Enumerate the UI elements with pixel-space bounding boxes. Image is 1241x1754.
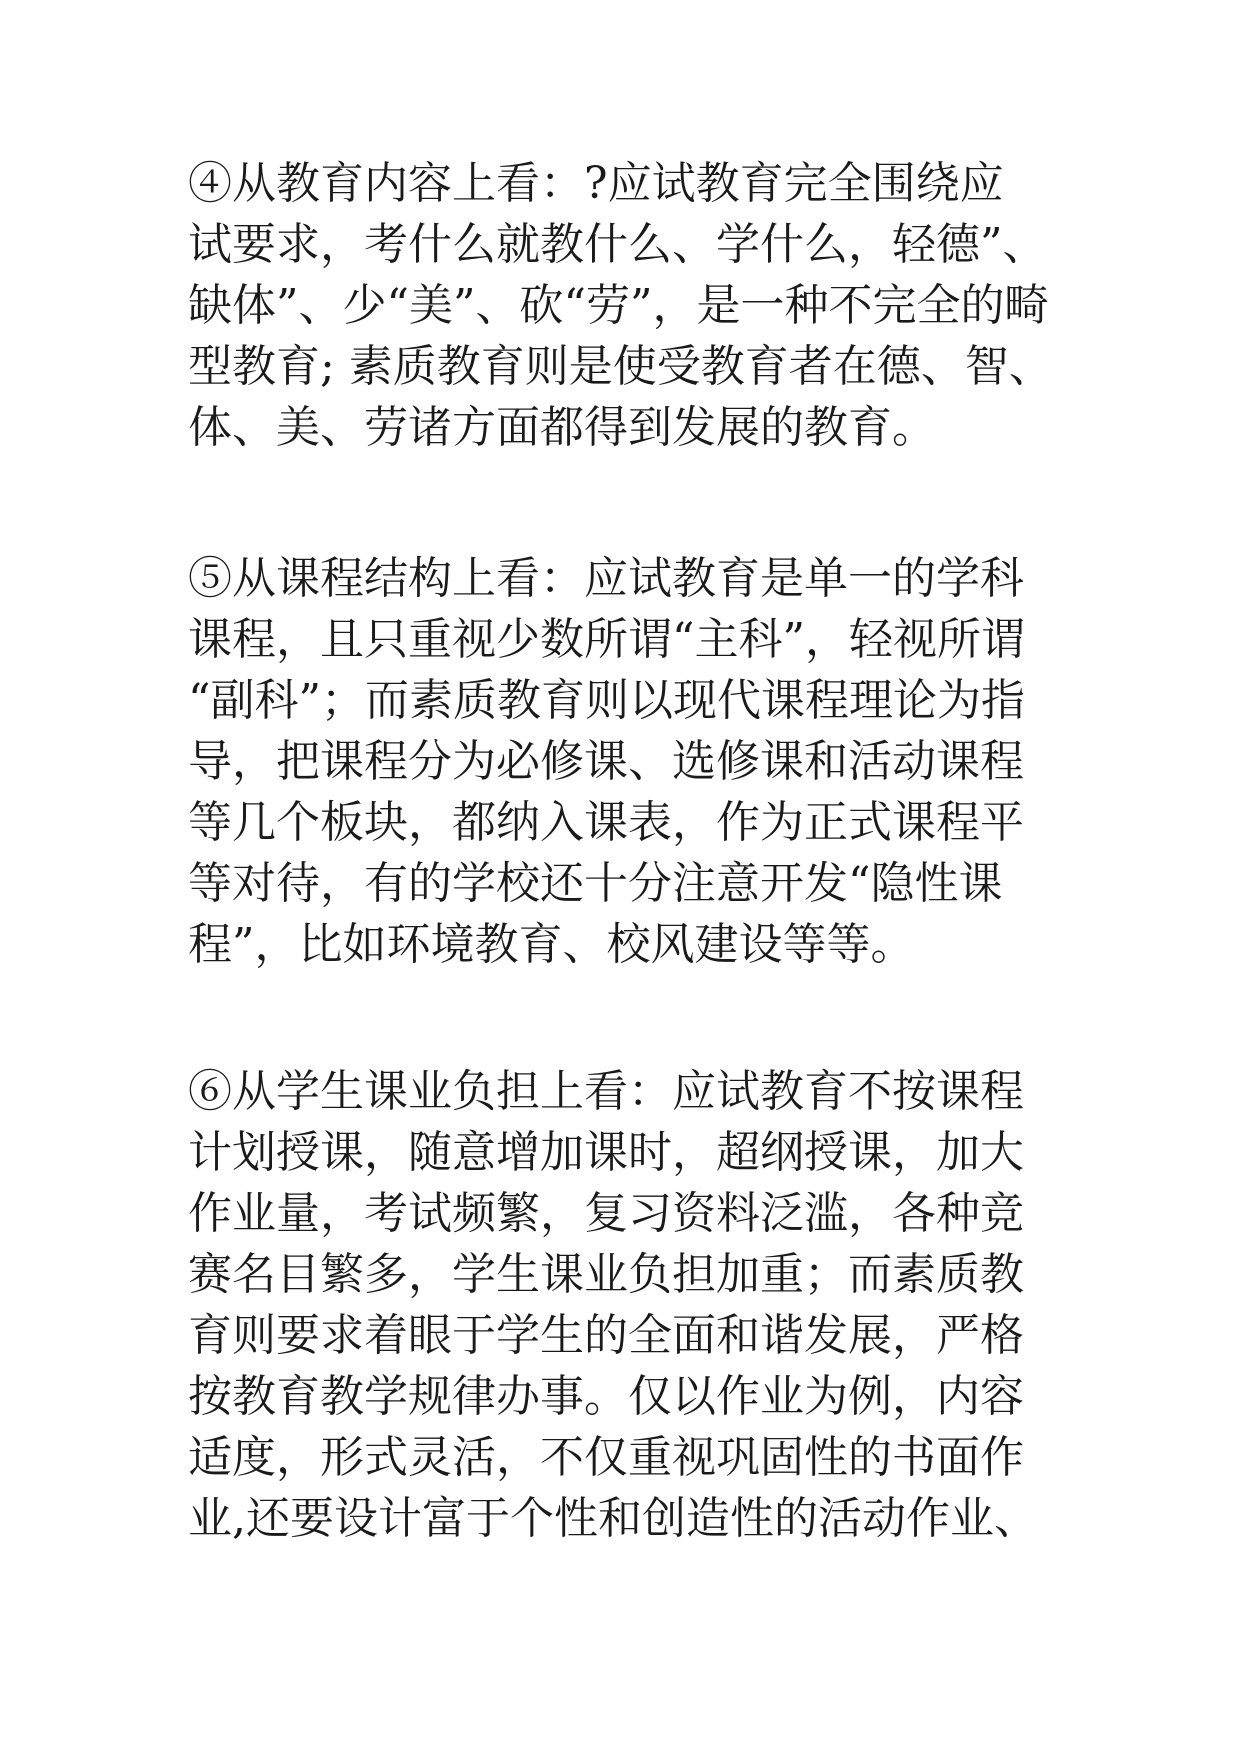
text-line: 作业量，考试频繁，复习资料泛滥，各种竞 [188, 1188, 1024, 1239]
paragraph-education-content [188, 153, 1068, 458]
text-line: “副科”；而素质教育则以现代课程理论为指 [188, 675, 1025, 726]
text-line: 赛名目繁多，学生课业负担加重；而素质教 [188, 1249, 1024, 1300]
text-line: 课程，且只重视少数所谓“主科”，轻视所谓 [188, 614, 1025, 665]
paragraph-curriculum-structure [188, 548, 1068, 975]
text-line: 等对待，有的学校还十分注意开发“隐性课 [188, 858, 1003, 909]
text-line: 试要求，考什么就教什么、学什么，轻德”、 [188, 219, 1047, 270]
text-line: 缺体”、少“美”、砍“劳”，是一种不完全的畸 [188, 280, 1049, 331]
text-line: ④从教育内容上看：?应试教育完全围绕应 [188, 158, 1004, 209]
text-line: 育则要求着眼于学生的全面和谐发展，严格 [188, 1310, 1024, 1361]
paragraph-student-workload [188, 1061, 1068, 1549]
text-line: 导，把课程分为必修课、选修课和活动课程 [188, 736, 1024, 787]
text-line: 计划授课，随意增加课时，超纲授课，加大 [188, 1127, 1024, 1178]
text-line: 适度，形式灵活，不仅重视巩固性的书面作 [188, 1432, 1024, 1483]
text-line: ⑤从课程结构上看：应试教育是单一的学科 [188, 553, 1024, 604]
text-line: ⑥从学生课业负担上看：应试教育不按课程 [188, 1066, 1024, 1117]
text-line: 按教育教学规律办事。仅以作业为例，内容 [188, 1371, 1024, 1422]
text-line: 业,还要设计富于个性和创造性的活动作业、 [188, 1493, 1038, 1544]
text-line: 等几个板块，都纳入课表，作为正式课程平 [188, 797, 1024, 848]
text-line: 程”，比如环境教育、校风建设等等。 [188, 919, 915, 970]
text-line: 型教育; 素质教育则是使受教育者在德、智、 [188, 341, 1053, 392]
text-line: 体、美、劳诸方面都得到发展的教育。 [188, 402, 936, 453]
